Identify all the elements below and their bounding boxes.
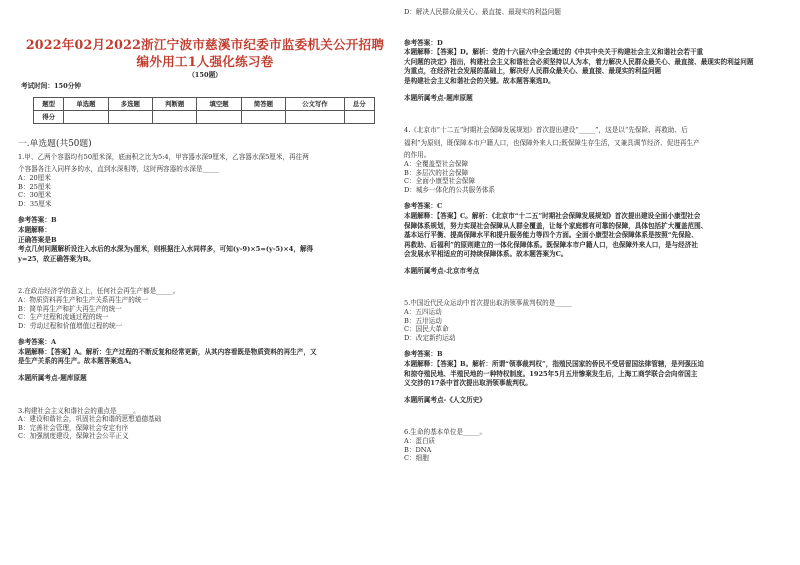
question-stem: 4.《北京市“十二五”时期社会保障发展规划》首次提出建设“_____”，这是以“先保险、再救助、后 (404, 126, 688, 135)
answer-label: 参考答案：B (404, 350, 443, 359)
question-option: A：20厘米 (18, 173, 51, 182)
explanation-line: 是构建社会主义和谐社会的关键。故本题答案选D。 (404, 76, 555, 85)
score-cell (64, 111, 108, 124)
explanation-line: 再救助、后福利”的原则建立的一体化保障体系。既保障本市户籍人口，也保障外来人口，是与经济社 (404, 240, 698, 249)
score-table-header: 多选题 (108, 98, 152, 111)
answer-label: 参考答案：C (404, 202, 443, 211)
score-cell (286, 111, 344, 124)
exam-time: 考试时间：150分钟 (21, 81, 81, 90)
score-cell (241, 111, 285, 124)
question-block (18, 263, 392, 382)
score-table-header: 单选题 (64, 98, 108, 111)
question-option: A：建设和谐社会，巩固社会和谐的思想道德基础 (18, 415, 162, 424)
right-column (404, 8, 784, 463)
question-stem: 2.在政治经济学的意义上，任何社会再生产都是_____。 (18, 287, 180, 296)
knowledge-point: 本题所属考点-北京市考点 (404, 266, 480, 275)
score-table-header: 判断题 (153, 98, 197, 111)
explanation-line: 基本运行平衡、提高保障水平和提升服务能力等四个方面。全面小康型社会保障体系是按照“先保险、 (404, 231, 698, 240)
left-column (18, 0, 392, 441)
question-option: D：城乡一体化的公共服务体系 (404, 185, 496, 194)
exam-title (18, 36, 392, 70)
question-stem: 福利”为原则，既保障本市户籍人口，也保障外来人口;既保障生存生活，又兼具调节经济、促进再生产 (404, 138, 700, 147)
score-row-label: 得分 (34, 111, 64, 124)
score-cell (344, 111, 374, 124)
explanation-line: 本题解释：【答案】B。解析：所谓“领事裁判权”，指殖民国家的侨民不受居留国法律管辖，是列强压迫 (404, 360, 704, 369)
question-option: B：完善社会管理，保障社会安定有序 (18, 423, 129, 432)
question-option: A：蛋白质 (404, 437, 436, 445)
exam-title-line-1: 2022年02月2022浙江宁波市慈溪市纪委市监委机关公开招聘 (25, 37, 385, 52)
question-spacer (404, 17, 784, 31)
exam-title-line-2: 编外用工1人强化练习卷 (136, 54, 274, 69)
question-block (404, 404, 784, 462)
explanation-line: 为重点，在经济社会发展的基础上，解决好人民群众最关心、最直接、最现实的利益问题 (404, 67, 662, 76)
explanation-line: 是生产关系的再生产。故本题答案选A。 (18, 357, 136, 366)
question-option: B：简单再生产和扩大再生产的统一 (18, 304, 122, 313)
question-option: A：物质资料再生产和生产关系再生产的统一 (18, 295, 149, 304)
question-spacer (404, 404, 784, 424)
question-stem: 5.中国近代民众运动中首次提出取消领事裁判权的是_____ (404, 299, 572, 308)
question-option: C：细胞 (404, 454, 429, 463)
question-spacer (404, 102, 784, 122)
explanation-line: 考点几何问题解析设注入水后的水深为y厘米，则根据注入水同样多，可知(y-9)×5=(y-5)×4，解得 (18, 245, 314, 254)
score-table-header: 题型 (34, 98, 64, 111)
score-cell (197, 111, 241, 124)
left-question-list (18, 153, 392, 441)
explanation-line: 保障体系规划，努力实现社会保障从人群全覆盖，让每个家庭都有可靠的保障，具体包括扩大覆盖范围、 (404, 221, 708, 230)
score-table-header-row (34, 98, 375, 111)
question-stem: 6.生命的基本单位是_____。 (404, 428, 487, 437)
score-table-score-row (34, 111, 375, 124)
score-table (33, 97, 375, 124)
question-spacer (18, 383, 392, 403)
question-option: C：国民大革命 (404, 325, 449, 334)
question-option: C：全面小康型社会保障 (404, 177, 475, 186)
question-option: B：五卅运动 (404, 316, 442, 325)
score-table-header: 公文写作 (286, 98, 344, 111)
question-block (404, 17, 784, 103)
explanation-line: 本题解释：【答案】D。解析：党的十六届六中全会通过的《中共中央关于构建社会主义和谐社会若干重 (404, 48, 704, 57)
explanation-line: 本题解释：【答案】C。解析：《北京市“十二五”时期社会保障发展规划》首次提出建设全面小康型社会 (404, 211, 701, 220)
question-spacer (404, 275, 784, 295)
explanation-line: y=25，故正确答案为B。 (18, 254, 95, 263)
answer-label: 参考答案：B (18, 216, 57, 225)
question-spacer (18, 263, 392, 283)
question-option: D：解决人民群众最关心、最直接、最现实的利益问题 (404, 8, 561, 16)
question-option: D：劳动过程和价值增值过程的统一 (18, 321, 123, 330)
answer-label: 参考答案：D (404, 38, 443, 47)
question-block (18, 153, 392, 264)
question-option: B：DNA (404, 445, 432, 454)
question-option: C：30厘米 (18, 191, 52, 200)
question-stem: 1.甲、乙两个容器均有50厘米深，底面积之比为5:4，甲容器水深9厘米，乙容器水深5厘米，再往两 (18, 152, 309, 161)
question-option: C：生产过程和流通过程的统一 (18, 313, 109, 322)
question-count: （150题） (188, 71, 222, 79)
question-stem: 3.构建社会主义和谐社会的重点是_____。 (18, 406, 140, 415)
right-question-list (404, 17, 784, 463)
knowledge-point: 本题所属考点-题库原题 (404, 93, 473, 102)
question-block (18, 383, 392, 441)
question-option: D：35厘米 (18, 199, 52, 208)
score-cell (108, 111, 152, 124)
question-option: A：全覆盖型社会保障 (404, 159, 469, 168)
explanation-line: 会发展水平相适应的可持续保障体系。故本题答案为C。 (404, 250, 568, 259)
question-option: A：五四运动 (404, 308, 442, 317)
explanation-line: 本题解释：【答案】A。解析：生产过程的不断反复和经常更新，从其内容看既是物质资料的再生产，又 (18, 347, 317, 356)
answer-label: 参考答案：A (18, 338, 57, 347)
knowledge-point: 本题所属考点-题库原题 (18, 374, 87, 383)
question-option: D：改定新约运动 (404, 333, 456, 342)
score-table-header: 填空题 (197, 98, 241, 111)
explanation-line: 本题解释： (18, 225, 51, 234)
question-block (404, 275, 784, 404)
score-cell (153, 111, 197, 124)
score-table-header: 简答题 (241, 98, 285, 111)
section-title: 一.单选题(共50题) (18, 139, 92, 150)
knowledge-point: 本题所属考点-《人文历史》 (404, 395, 486, 404)
explanation-line: 和掠夺殖民地、半殖民地的一种特权制度。1925年5月五卅惨案发生后，上海工商学联合会向帝国主 (404, 369, 698, 378)
explanation-line: 大问题的决定》指出，构建社会主义和谐社会必须坚持以人为本，着力解决人民群众最关心、最直接、最现实的利益问题 (404, 57, 754, 66)
question-option: B：25厘米 (18, 182, 52, 191)
question-option: C：加强制度建设，保障社会公平正义 (18, 432, 129, 441)
explanation-line: 正确答案是B (18, 235, 57, 244)
question-stem: 个容器各注入同样多的水，直到水深相等，这时两容器的水深是_____ (18, 165, 220, 174)
score-table-header: 总分 (344, 98, 374, 111)
question-block (404, 102, 784, 275)
explanation-line: 义交涉的17条中首次提出取消领事裁判权。 (404, 379, 532, 388)
question-stem: 的作用。 (404, 151, 431, 160)
question-option: B：多层次的社会保障 (404, 168, 469, 177)
